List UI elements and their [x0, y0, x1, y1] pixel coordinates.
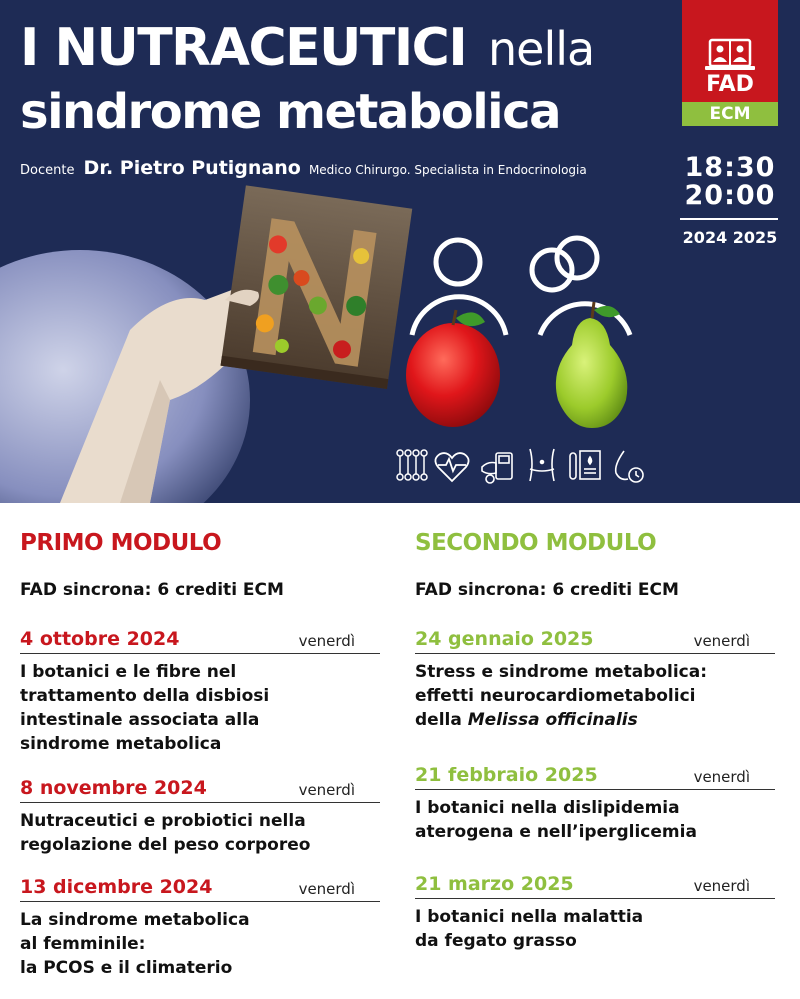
session-header: [20, 628, 380, 654]
docente-name: Dr. Pietro Putignano: [83, 157, 301, 179]
secondo-modulo: [415, 530, 775, 951]
session-date: 21 febbraio 2025: [415, 764, 598, 786]
session-item: [415, 628, 775, 732]
pear-body-shape-icon: [532, 238, 630, 428]
hand-glucose-meter-icon: [482, 453, 512, 483]
module-credits: FAD sincrona: 6 crediti ECM: [415, 580, 679, 600]
session-title: La sindrome metabolica al femminile: la PCOS e il climaterio: [20, 910, 250, 978]
session-day: venerdì: [298, 880, 355, 898]
docente-label: Docente: [20, 163, 75, 178]
years-label: 2024 2025: [682, 228, 778, 247]
badge-ecm-label: ECM: [682, 102, 778, 126]
session-date: 13 dicembre 2024: [20, 876, 213, 898]
session-title: Nutraceutici e probiotici nella regolazione del peso corporeo: [20, 811, 311, 855]
session-header: [20, 876, 380, 902]
blood-test-report-icon: [570, 451, 600, 479]
waist-icon: [530, 449, 554, 481]
module-title: PRIMO MODULO: [20, 530, 222, 556]
divider: [680, 218, 778, 220]
session-header: [415, 873, 775, 899]
heart-rate-icon: [435, 453, 468, 481]
session-item: [20, 876, 380, 980]
title-line-1-light: nella: [488, 22, 595, 76]
health-icons-row: [392, 445, 652, 485]
session-header: [20, 777, 380, 803]
session-title: I botanici nella dislipidemia aterogena e nell’iperglicemia: [415, 798, 697, 842]
module-title: SECONDO MODULO: [415, 530, 657, 556]
time-block: [680, 154, 780, 210]
session-title: I botanici nella malattia da fegato grasso: [415, 907, 644, 951]
session-header: [415, 628, 775, 654]
session-day: venerdì: [693, 632, 750, 650]
session-header: [415, 764, 775, 790]
fad-ecm-badge: [682, 0, 778, 126]
time-end: 20:00: [684, 180, 776, 211]
primo-modulo: [20, 530, 380, 978]
session-date: 24 gennaio 2025: [415, 628, 594, 650]
apple-body-shape-icon: [406, 240, 506, 427]
cell-membrane-icon: [397, 450, 427, 480]
session-date: 8 novembre 2024: [20, 777, 207, 799]
session-day: venerdì: [298, 632, 355, 650]
session-title: I botanici e le fibre nel trattamento della disbiosi intestinale associata alla sindrome metabolica: [20, 662, 270, 754]
title-line-1-bold: I NUTRACEUTICI: [20, 18, 467, 78]
session-date: 21 marzo 2025: [415, 873, 574, 895]
session-date: 4 ottobre 2024: [20, 628, 180, 650]
title-line-2: sindrome metabolica: [20, 84, 560, 140]
session-day: venerdì: [298, 781, 355, 799]
session-day: venerdì: [693, 877, 750, 895]
online-lesson-icon: [704, 38, 756, 72]
badge-fad-label: FAD: [706, 72, 754, 97]
time-start: 18:30: [684, 152, 776, 183]
docente-specialty: Medico Chirurgo. Specialista in Endocrinologia: [308, 163, 587, 177]
session-item: [415, 873, 775, 953]
module-credits: FAD sincrona: 6 crediti ECM: [20, 580, 284, 600]
session-title: [415, 660, 775, 732]
session-title-italic: Melissa officinalis: [467, 710, 638, 730]
session-title-main: Stress e sindrome metabolica: effetti neurocardiometabolici della: [415, 662, 708, 730]
session-item: [20, 777, 380, 857]
session-day: venerdì: [693, 768, 750, 786]
docente-line: [20, 157, 587, 179]
drop-clock-icon: [616, 451, 643, 482]
vegetable-n-card: [221, 185, 413, 389]
session-item: [20, 628, 380, 756]
session-item: [415, 764, 775, 844]
